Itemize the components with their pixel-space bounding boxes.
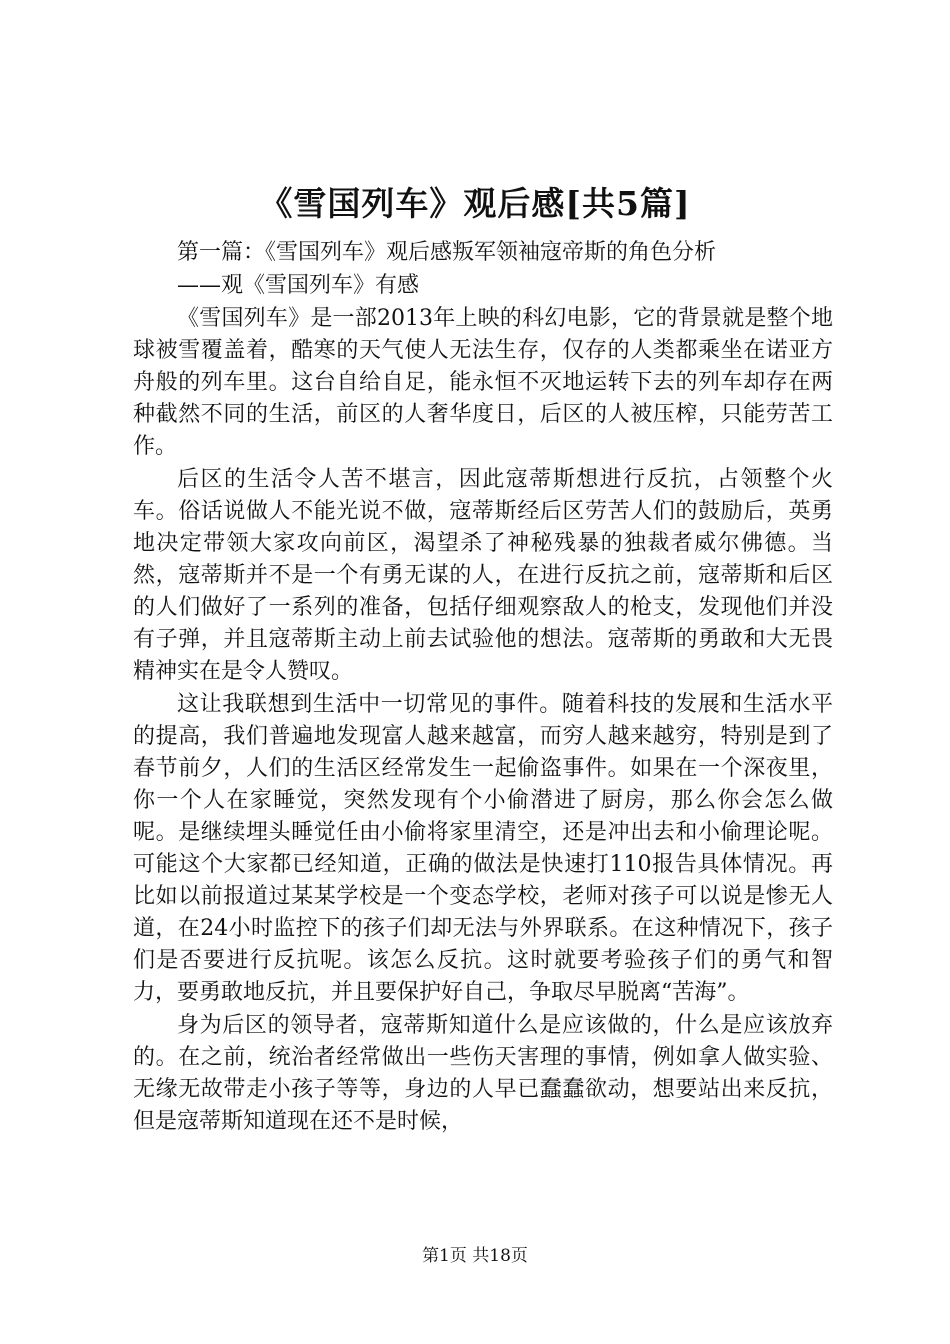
document-title: 《雪国列车》观后感[共5篇] (259, 184, 691, 223)
paragraph: 《雪国列车》是一部2013年上映的科幻电影，它的背景就是整个地球被雪覆盖着，酷寒的天气使人无法生存，仅存的人类都乘坐在诺亚方舟般的列车里。这台自给自足，能永恒不灭地运转下去的列车却存在两种截然不同的生活，前区的人奢华度日，后区的人被压榨，只能劳苦工作。 (133, 306, 833, 459)
section-heading: 第一篇：《雪国列车》观后感叛军领袖寇帝斯的角色分析 (177, 240, 717, 265)
section-subheading: ——观《雪国列车》有感 (177, 273, 420, 298)
document-body (133, 237, 833, 1139)
paragraph: 身为后区的领导者，寇蒂斯知道什么是应该做的，什么是应该放弃的。在之前，统治者经常做出一些伤天害理的事情，例如拿人做实验、无缘无故带走小孩子等等，身边的人早已蠢蠢欲动，想要站出来反抗，但是寇蒂斯知道现在还不是时候， (133, 1013, 833, 1134)
paragraph: 后区的生活令人苦不堪言，因此寇蒂斯想进行反抗，占领整个火车。俗话说做人不能光说不做，寇蒂斯经后区劳苦人们的鼓励后，英勇地决定带领大家攻向前区，渴望杀了神秘残暴的独裁者威尔佛德。当然，寇蒂斯并不是一个有勇无谋的人，在进行反抗之前，寇蒂斯和后区的人们做好了一系列的准备，包括仔细观察敌人的枪支，发现他们并没有子弹，并且寇蒂斯主动上前去试验他的想法。寇蒂斯的勇敢和大无畏精神实在是令人赞叹。 (133, 467, 833, 684)
page-footer: 第1页 共18页 (422, 1246, 528, 1266)
paragraph: 这让我联想到生活中一切常见的事件。随着科技的发展和生活水平的提高，我们普遍地发现富人越来越富，而穷人越来越穷，特别是到了春节前夕，人们的生活区经常发生一起偷盗事件。如果在一个深夜里，你一个人在家睡觉，突然发现有个小偷潜进了厨房，那么你会怎么做呢。是继续埋头睡觉任由小偷将家里清空，还是冲出去和小偷理论呢。可能这个大家都已经知道，正确的做法是快速打110报告具体情况。再比如以前报道过某某学校是一个变态学校，老师对孩子可以说是惨无人道，在24小时监控下的孩子们却无法与外界联系。在这种情况下，孩子们是否要进行反抗呢。该怎么反抗。这时就要考验孩子们的勇气和智力，要勇敢地反抗，并且要保护好自己，争取尽早脱离“苦海”。 (133, 692, 833, 1005)
